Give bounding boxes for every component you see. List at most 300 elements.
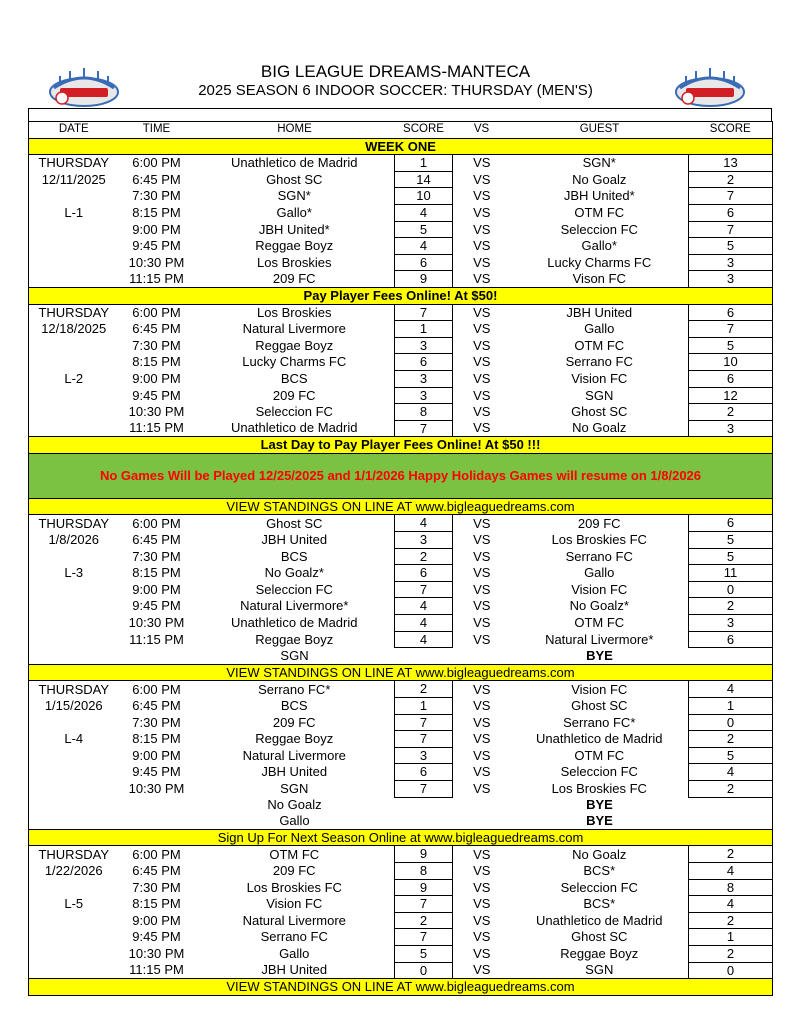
- home-team: Natural Livermore: [242, 321, 346, 337]
- col-header-guest-score: SCORE: [689, 122, 773, 139]
- bye-team: Gallo: [279, 813, 310, 829]
- guest-score: 13: [689, 155, 773, 172]
- guest-score: [689, 797, 773, 813]
- home-team: BCS: [280, 698, 308, 713]
- home-team: JBH United: [261, 962, 328, 978]
- game-row: [29, 238, 773, 255]
- home-score: 4: [395, 631, 453, 648]
- date-cell: [29, 387, 119, 404]
- guest-team: Gallo*: [581, 238, 617, 254]
- guest-score: 11: [689, 565, 773, 582]
- game-row: [29, 764, 773, 781]
- game-row: [29, 896, 773, 913]
- game-time: 10:30 PM: [128, 254, 185, 270]
- game-time: 9:45 PM: [132, 238, 181, 254]
- guest-team: 209 FC: [577, 515, 621, 531]
- vs-label: VS: [473, 731, 491, 747]
- game-time: 11:15 PM: [129, 962, 184, 978]
- game-time: 11:15 PM: [129, 420, 184, 436]
- bye-row: [29, 813, 773, 829]
- date-cell: [29, 238, 119, 255]
- home-score: 9: [395, 846, 453, 863]
- guest-team: Serrano FC*: [563, 714, 636, 730]
- game-time: 9:45 PM: [132, 387, 181, 403]
- vs-label: VS: [473, 387, 491, 403]
- date-cell: [29, 764, 119, 781]
- home-score: 4: [395, 615, 453, 632]
- guest-score: 6: [689, 304, 773, 321]
- date-cell: 12/11/2025: [29, 171, 119, 188]
- vs-label: VS: [473, 548, 491, 564]
- home-score: 3: [395, 370, 453, 387]
- game-row: [29, 714, 773, 731]
- guest-score: 2: [689, 404, 773, 421]
- vs-label: VS: [473, 321, 491, 337]
- guest-team: SGN*: [582, 155, 616, 171]
- fees-deadline-banner: [29, 437, 773, 454]
- home-team: JBH United: [261, 532, 328, 548]
- guest-team: OTM FC: [574, 747, 625, 763]
- vs-label: VS: [473, 370, 491, 386]
- guest-score: 2: [689, 731, 773, 748]
- game-row: [29, 188, 773, 205]
- game-row: [29, 204, 773, 221]
- vs-label: VS: [473, 404, 491, 420]
- date-cell: THURSDAY: [29, 155, 119, 172]
- home-team: Seleccion FC: [255, 581, 333, 597]
- game-time: 9:00 PM: [132, 747, 181, 763]
- vs-label: VS: [473, 565, 491, 581]
- game-row: [29, 681, 773, 698]
- date-cell: 1/15/2026: [29, 698, 119, 715]
- bye-label: BYE: [586, 797, 613, 813]
- guest-team: JBH United: [566, 304, 633, 320]
- game-row: [29, 404, 773, 421]
- holiday-notice: [29, 453, 773, 498]
- home-team: Natural Livermore: [242, 747, 346, 763]
- game-row: [29, 780, 773, 797]
- game-time: [119, 797, 195, 813]
- home-team: Los Broskies: [257, 304, 332, 320]
- game-time: 7:30 PM: [132, 188, 181, 204]
- home-team: SGN*: [277, 188, 311, 204]
- section-banner: [29, 138, 773, 155]
- vs-label: [453, 648, 511, 665]
- game-row: [29, 337, 773, 354]
- game-row: [29, 731, 773, 748]
- bye-team: SGN: [280, 647, 309, 663]
- home-score: 3: [395, 387, 453, 404]
- bye-team: No Goalz: [267, 797, 322, 813]
- guest-team: Seleccion FC: [560, 764, 638, 780]
- date-cell: [29, 598, 119, 615]
- guest-score: 6: [689, 631, 773, 648]
- date-cell: [29, 929, 119, 946]
- vs-label: VS: [473, 221, 491, 237]
- vs-label: VS: [473, 254, 491, 270]
- date-cell: [29, 780, 119, 797]
- section-banner: [29, 287, 773, 304]
- game-time: 7:30 PM: [132, 548, 181, 564]
- guest-score: 3: [689, 254, 773, 271]
- guest-score: 7: [689, 188, 773, 205]
- guest-score: 6: [689, 204, 773, 221]
- guest-score: 6: [689, 370, 773, 387]
- col-header-guest: GUEST: [511, 122, 689, 139]
- guest-team: Ghost SC: [571, 929, 628, 945]
- home-score: 7: [395, 420, 453, 437]
- vs-label: VS: [473, 304, 491, 320]
- guest-score: 5: [689, 532, 773, 549]
- game-row: [29, 565, 773, 582]
- home-score: 2: [395, 912, 453, 929]
- section-banner-text: VIEW STANDINGS ON LINE AT www.bigleaguedreams.com: [29, 498, 773, 515]
- date-cell: [29, 420, 119, 437]
- guest-team: Ghost SC: [571, 404, 628, 420]
- vs-label: VS: [473, 780, 491, 796]
- schedule-body: [29, 122, 773, 996]
- game-row: [29, 862, 773, 879]
- home-score: 4: [395, 238, 453, 255]
- home-score: 3: [395, 532, 453, 549]
- home-team: Gallo*: [276, 204, 312, 220]
- date-cell: L-2: [29, 370, 119, 387]
- home-score: [395, 813, 453, 829]
- page-subtitle: 2025 SEASON 6 INDOOR SOCCER: THURSDAY (MEN'S): [198, 82, 593, 99]
- home-team: JBH United: [261, 764, 328, 780]
- game-time: 9:45 PM: [132, 929, 181, 945]
- guest-team: Vision FC: [571, 370, 628, 386]
- date-cell: [29, 188, 119, 205]
- game-time: 6:45 PM: [132, 532, 181, 548]
- guest-team: Gallo: [584, 565, 615, 581]
- vs-label: VS: [473, 515, 491, 531]
- game-time: 6:00 PM: [132, 681, 181, 697]
- guest-score: 4: [689, 764, 773, 781]
- date-cell: 12/18/2025: [29, 321, 119, 338]
- home-team: Reggae Boyz: [255, 731, 334, 747]
- home-score: 5: [395, 221, 453, 238]
- home-score: 7: [395, 780, 453, 797]
- game-row: [29, 929, 773, 946]
- vs-label: VS: [473, 714, 491, 730]
- guest-score: 6: [689, 515, 773, 532]
- footer-banner: [29, 979, 773, 996]
- home-team: OTM FC: [269, 846, 320, 862]
- home-score: 2: [395, 548, 453, 565]
- guest-score: 8: [689, 879, 773, 896]
- home-team: Reggae Boyz: [255, 337, 334, 353]
- guest-score: 5: [689, 337, 773, 354]
- game-time: 6:00 PM: [132, 515, 181, 531]
- guest-team: Vision FC: [571, 581, 628, 597]
- game-time: 10:30 PM: [128, 945, 185, 961]
- vs-label: VS: [473, 764, 491, 780]
- date-cell: [29, 797, 119, 813]
- game-time: 11:15 PM: [129, 271, 184, 287]
- guest-team: JBH United*: [563, 188, 635, 204]
- vs-label: VS: [473, 879, 491, 895]
- date-cell: [29, 648, 119, 665]
- game-time: 8:15 PM: [132, 896, 181, 912]
- vs-label: VS: [473, 420, 491, 436]
- home-team: Reggae Boyz: [255, 631, 334, 647]
- home-team: Unathletico de Madrid: [231, 615, 358, 631]
- guest-score: 4: [689, 896, 773, 913]
- home-score: 1: [395, 155, 453, 172]
- vs-label: VS: [473, 681, 491, 697]
- vs-label: VS: [473, 912, 491, 928]
- game-time: 6:45 PM: [132, 321, 181, 337]
- bye-row: [29, 648, 773, 665]
- game-row: [29, 598, 773, 615]
- date-cell: THURSDAY: [29, 846, 119, 863]
- game-row: [29, 581, 773, 598]
- home-team: JBH United*: [258, 221, 330, 237]
- guest-team: SGN: [585, 962, 614, 978]
- guest-team: OTM FC: [574, 204, 625, 220]
- home-team: No Goalz*: [264, 565, 324, 581]
- date-cell: [29, 254, 119, 271]
- guest-score: 0: [689, 714, 773, 731]
- game-row: [29, 271, 773, 288]
- home-team: Los Broskies: [257, 254, 332, 270]
- game-time: 6:45 PM: [132, 698, 181, 713]
- home-team: 209 FC: [272, 387, 316, 403]
- vs-label: VS: [473, 155, 491, 171]
- game-time: 7:30 PM: [132, 879, 181, 895]
- game-row: [29, 221, 773, 238]
- game-time: 8:15 PM: [132, 565, 181, 581]
- game-time: 6:45 PM: [132, 862, 181, 878]
- vs-label: VS: [473, 171, 491, 187]
- guest-team: Los Broskies FC: [551, 780, 647, 796]
- game-row: [29, 420, 773, 437]
- guest-score: 5: [689, 747, 773, 764]
- game-row: [29, 698, 773, 715]
- guest-team: Vison FC: [572, 271, 626, 287]
- vs-label: [453, 797, 511, 813]
- home-score: 3: [395, 337, 453, 354]
- vs-label: VS: [473, 747, 491, 763]
- game-time: 8:15 PM: [132, 731, 181, 747]
- game-time: 6:45 PM: [132, 171, 181, 187]
- game-row: [29, 155, 773, 172]
- game-row: [29, 254, 773, 271]
- game-row: [29, 631, 773, 648]
- guest-score: 3: [689, 271, 773, 288]
- home-team: Natural Livermore*: [240, 598, 349, 614]
- date-cell: [29, 631, 119, 648]
- home-score: 8: [395, 862, 453, 879]
- home-score: 7: [395, 581, 453, 598]
- section-banner-text: Pay Player Fees Online! At $50!: [29, 287, 773, 304]
- vs-label: VS: [473, 271, 491, 287]
- game-time: 7:30 PM: [132, 714, 181, 730]
- date-cell: [29, 581, 119, 598]
- guest-score: 7: [689, 221, 773, 238]
- footer-banner-text: VIEW STANDINGS ON LINE AT www.bigleaguedreams.com: [29, 979, 773, 996]
- guest-score: 4: [689, 681, 773, 698]
- home-team: Reggae Boyz: [255, 238, 334, 254]
- guest-score: 3: [689, 420, 773, 437]
- guest-score: 2: [689, 780, 773, 797]
- home-team: Vision FC: [266, 896, 323, 912]
- home-score: 0: [395, 962, 453, 979]
- vs-label: VS: [473, 862, 491, 878]
- guest-team: Serrano FC: [565, 354, 633, 370]
- vs-label: VS: [473, 631, 491, 647]
- section-banner: [29, 829, 773, 846]
- game-row: [29, 846, 773, 863]
- date-cell: [29, 912, 119, 929]
- home-team: Ghost SC: [266, 515, 323, 531]
- home-score: 3: [395, 747, 453, 764]
- vs-label: VS: [473, 698, 491, 713]
- home-score: 2: [395, 681, 453, 698]
- home-score: 8: [395, 404, 453, 421]
- date-cell: [29, 813, 119, 829]
- guest-score: 3: [689, 615, 773, 632]
- game-time: 9:45 PM: [132, 598, 181, 614]
- home-score: 7: [395, 896, 453, 913]
- game-time: 8:15 PM: [132, 354, 181, 370]
- date-cell: [29, 879, 119, 896]
- col-header-time: TIME: [119, 122, 195, 139]
- home-team: 209 FC: [272, 271, 316, 287]
- guest-team: No Goalz: [572, 420, 627, 436]
- vs-label: VS: [473, 896, 491, 912]
- guest-team: No Goalz: [572, 846, 627, 862]
- section-banner: [29, 664, 773, 681]
- game-time: 6:00 PM: [132, 846, 181, 862]
- guest-team: Lucky Charms FC: [547, 254, 652, 270]
- home-score: 5: [395, 945, 453, 962]
- guest-team: SGN: [585, 387, 614, 403]
- game-row: [29, 962, 773, 979]
- game-row: [29, 304, 773, 321]
- guest-team: No Goalz*: [569, 598, 629, 614]
- guest-score: 1: [689, 929, 773, 946]
- vs-label: VS: [473, 532, 491, 548]
- guest-team: Seleccion FC: [560, 879, 638, 895]
- fees-deadline-banner-text: Last Day to Pay Player Fees Online! At $50 !!!: [29, 437, 773, 454]
- home-team: BCS: [280, 548, 308, 564]
- guest-score: 0: [689, 581, 773, 598]
- home-team: Serrano FC*: [258, 681, 331, 697]
- game-time: [119, 813, 195, 829]
- home-team: 209 FC: [272, 862, 316, 878]
- game-row: [29, 171, 773, 188]
- game-time: 9:00 PM: [132, 370, 181, 386]
- guest-score: 7: [689, 321, 773, 338]
- date-cell: [29, 714, 119, 731]
- col-header-vs: VS: [453, 122, 511, 139]
- home-score: 6: [395, 764, 453, 781]
- game-time: 6:00 PM: [132, 155, 181, 171]
- home-score: 14: [395, 171, 453, 188]
- game-row: [29, 387, 773, 404]
- home-team: Natural Livermore: [242, 912, 346, 928]
- game-time: 6:00 PM: [132, 304, 181, 320]
- home-score: 1: [395, 321, 453, 338]
- home-team: Ghost SC: [266, 171, 323, 187]
- game-time: 9:45 PM: [132, 764, 181, 780]
- section-banner-text: Sign Up For Next Season Online at www.bigleaguedreams.com: [29, 829, 773, 846]
- date-cell: [29, 962, 119, 979]
- game-time: 10:30 PM: [128, 404, 185, 420]
- home-team: Gallo: [279, 945, 310, 961]
- holiday-notice-text: No Games Will be Played 12/25/2025 and 1/1/2026 Happy Holidays Games will resume on 1/8/2026: [29, 453, 773, 498]
- guest-score: 12: [689, 387, 773, 404]
- guest-team: Ghost SC: [571, 698, 628, 713]
- guest-score: 2: [689, 171, 773, 188]
- game-time: 10:30 PM: [128, 780, 185, 796]
- home-team: Lucky Charms FC: [242, 354, 347, 370]
- date-cell: [29, 747, 119, 764]
- game-row: [29, 615, 773, 632]
- section-banner: [29, 498, 773, 515]
- guest-score: [689, 813, 773, 829]
- guest-score: 5: [689, 548, 773, 565]
- schedule-sheet: [28, 108, 772, 996]
- game-row: [29, 747, 773, 764]
- vs-label: VS: [473, 962, 491, 978]
- home-team: Los Broskies FC: [246, 879, 342, 895]
- guest-team: Natural Livermore*: [545, 631, 654, 647]
- home-score: 4: [395, 515, 453, 532]
- home-team: SGN: [280, 780, 309, 796]
- guest-score: [689, 648, 773, 665]
- vs-label: VS: [473, 615, 491, 631]
- home-score: [395, 648, 453, 665]
- home-score: 10: [395, 188, 453, 205]
- game-row: [29, 912, 773, 929]
- game-row: [29, 548, 773, 565]
- vs-label: VS: [473, 238, 491, 254]
- guest-score: 4: [689, 862, 773, 879]
- guest-score: 2: [689, 846, 773, 863]
- home-team: Unathletico de Madrid: [231, 420, 358, 436]
- home-score: 9: [395, 271, 453, 288]
- home-score: 7: [395, 929, 453, 946]
- guest-score: 2: [689, 945, 773, 962]
- home-score: 6: [395, 565, 453, 582]
- date-cell: L-3: [29, 565, 119, 582]
- home-score: 6: [395, 254, 453, 271]
- guest-team: Los Broskies FC: [551, 532, 647, 548]
- guest-score: 10: [689, 354, 773, 371]
- guest-score: 2: [689, 912, 773, 929]
- game-row: [29, 354, 773, 371]
- game-row: [29, 532, 773, 549]
- date-cell: THURSDAY: [29, 515, 119, 532]
- home-team: BCS: [280, 370, 308, 386]
- date-cell: 1/22/2026: [29, 862, 119, 879]
- vs-label: VS: [473, 846, 491, 862]
- col-header-score: SCORE: [395, 122, 453, 139]
- home-team: Seleccion FC: [255, 404, 333, 420]
- guest-team: OTM FC: [574, 615, 625, 631]
- column-header-row: [29, 122, 773, 139]
- guest-team: Reggae Boyz: [560, 945, 639, 961]
- guest-team: Serrano FC: [565, 548, 633, 564]
- home-score: 7: [395, 304, 453, 321]
- date-cell: [29, 337, 119, 354]
- game-time: 9:00 PM: [132, 221, 181, 237]
- guest-team: Vision FC: [571, 681, 628, 697]
- game-row: [29, 370, 773, 387]
